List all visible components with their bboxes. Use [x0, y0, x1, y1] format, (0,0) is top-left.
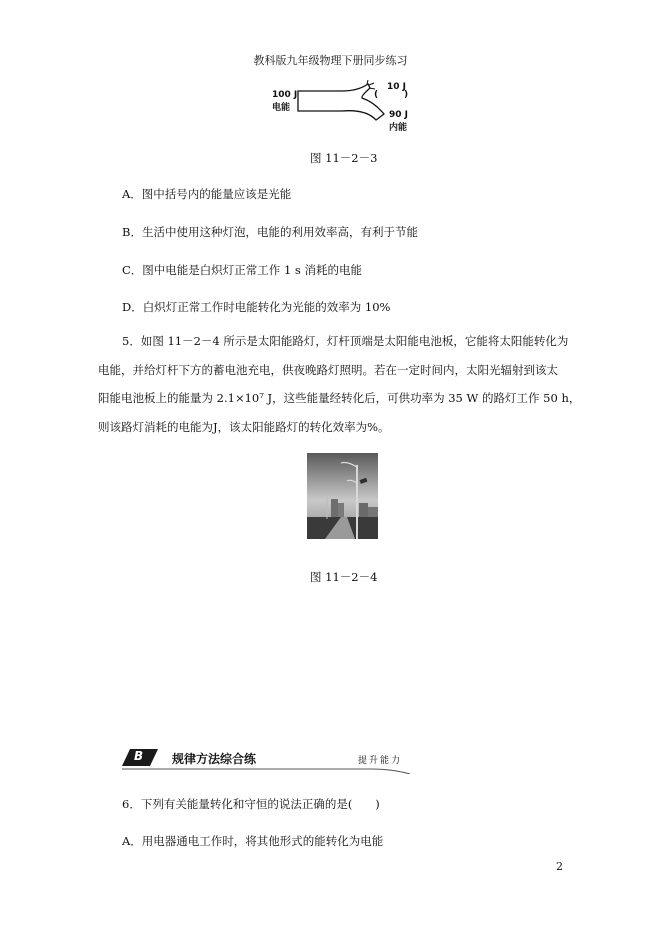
option-d: D．白炽灯正常工作时电能转化为光能的效率为 10%	[122, 300, 391, 314]
lamp-pole	[356, 465, 358, 539]
solar-street-lamp-photo	[307, 453, 378, 539]
question-5-line-3: 阳能电池板上的能量为 2.1×10⁷ J，这些能量经转化后，可供功率为 35 W 的路灯工作 50 h，	[98, 391, 581, 405]
input-energy-label: 100 J	[272, 90, 298, 100]
option-c: C．图中电能是白炽灯正常工作 1 s 消耗的电能	[122, 263, 362, 277]
street-lamp-image	[307, 453, 378, 539]
banner-badge: B	[134, 749, 144, 763]
banner-title: 规律方法综合练	[172, 752, 257, 766]
output-light-label: 10 J	[387, 82, 407, 92]
output-heat-label: 90 J	[389, 110, 409, 120]
question-5-line-4: 则该路灯消耗的电能为J，该太阳能路灯的转化效率为%。	[98, 419, 390, 434]
building	[359, 503, 368, 519]
question-5-line-1: 5．如图 11－2－4 所示是太阳能路灯，灯杆顶端是太阳能电池板，它能将太阳能转化为	[122, 334, 569, 348]
question-5-line-2: 电能，并给灯杆下方的蓄电池充电，供夜晚路灯照明。若在一定时间内，太阳光辐射到该太	[98, 362, 558, 377]
page-header: 教科版九年级物理下册同步练习	[253, 54, 408, 67]
energy-flow-diagram	[270, 80, 420, 132]
figure-caption-11-2-3: 图 11－2－3	[310, 151, 378, 165]
section-banner	[122, 746, 412, 774]
figure-caption-11-2-4: 图 11－2－4	[310, 570, 378, 584]
paren-close: )	[404, 90, 409, 100]
option-b: B．生活中使用这种灯泡，电能的利用效率高，有利于节能	[122, 225, 418, 239]
question-5	[98, 327, 581, 441]
building	[331, 499, 338, 519]
input-energy-name: 电能	[272, 103, 291, 113]
option-a: A．图中括号内的能量应该是光能	[122, 187, 292, 201]
question-6-stem: 6．下列有关能量转化和守恒的说法正确的是( )	[122, 797, 380, 811]
banner-subtitle: 提升能力	[358, 756, 403, 766]
output-heat-name: 内能	[389, 123, 408, 133]
question-6-option-a: A．用电器通电工作时，将其他形式的能转化为电能	[122, 834, 384, 848]
building	[338, 503, 344, 519]
page-number: 2	[556, 860, 563, 873]
energy-flow-shape	[298, 84, 384, 120]
banner-underline	[122, 769, 410, 774]
paren-open: (	[374, 90, 379, 100]
